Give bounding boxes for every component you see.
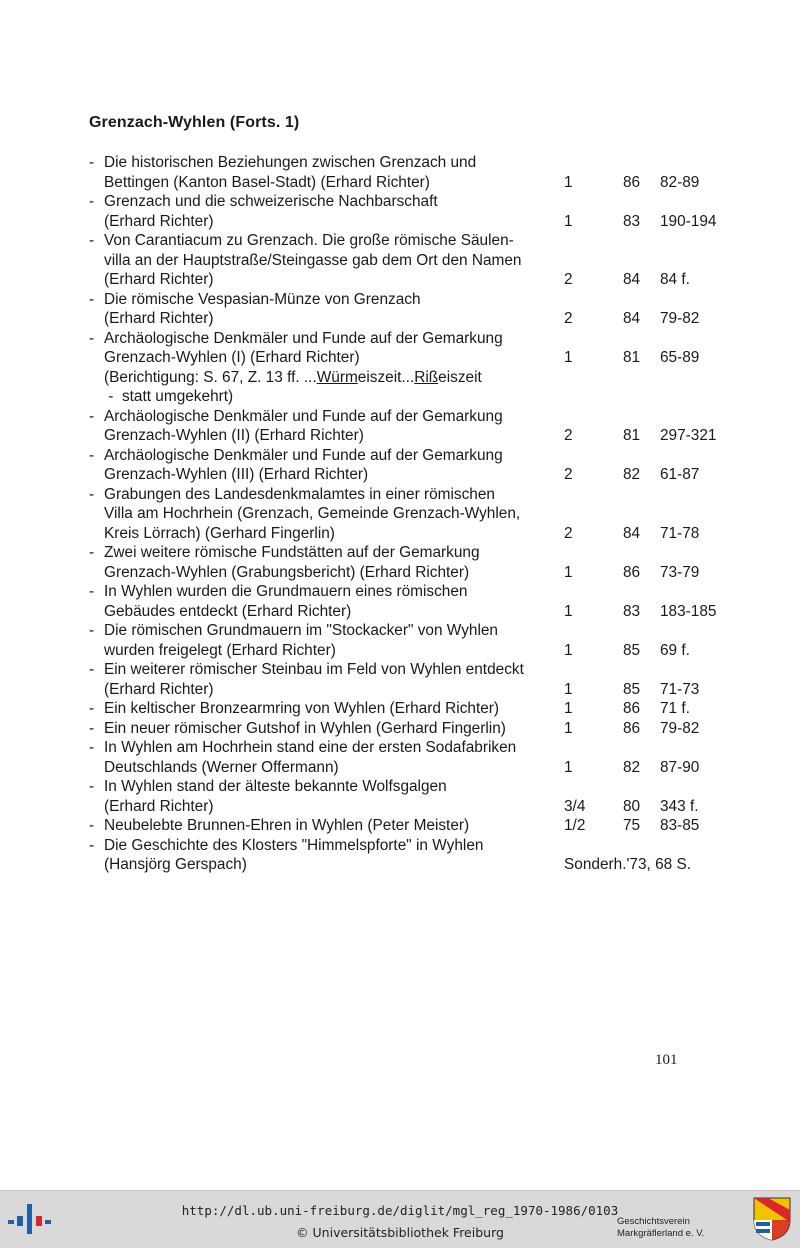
list-dash: - — [89, 446, 95, 464]
entry-year: 81 — [623, 427, 641, 444]
entry-title: Die Geschichte des Klosters "Himmelspforte" in Wyhlen — [104, 836, 484, 854]
entry-year: 85 — [623, 641, 641, 659]
society-line-2: Markgräflerland e. V. — [617, 1228, 705, 1239]
entry-line — [0, 348, 800, 368]
underlined-term: Riß — [414, 368, 439, 386]
entry-line — [0, 329, 800, 349]
entry-line — [0, 680, 800, 700]
entry-heft: 1 — [564, 212, 573, 230]
entry-line — [0, 212, 800, 232]
entry-heft: 2 — [564, 310, 573, 327]
entry-pages: 343 f. — [660, 797, 699, 815]
entry-line — [0, 309, 800, 329]
entry-title: In Wyhlen stand der älteste bekannte Wolfsgalgen — [104, 778, 447, 795]
entry-line — [0, 699, 800, 719]
entry-year: 86 — [623, 719, 641, 737]
list-dash: - — [89, 778, 95, 795]
entry-pages: 83-85 — [660, 817, 700, 834]
entry-pages: 71-78 — [660, 524, 700, 542]
entry-heft: 1 — [564, 641, 573, 659]
section-heading: Grenzach-Wyhlen (Forts. 1) — [89, 114, 300, 131]
entry-line — [0, 173, 800, 193]
entry-title: Die historischen Beziehungen zwischen Grenzach und — [104, 154, 477, 171]
entry-line — [0, 738, 800, 758]
entry-pages: 71-73 — [660, 680, 700, 698]
entry-line — [0, 797, 800, 817]
correction-text — [104, 368, 482, 388]
list-dash: - — [89, 154, 95, 171]
entry-line — [0, 290, 800, 310]
entry-title: Die römische Vespasian-Münze von Grenzach — [104, 290, 421, 308]
entry-line — [0, 485, 800, 505]
entry-title: Ein keltischer Bronzearmring von Wyhlen (Erhard Richter) — [104, 700, 500, 717]
entry-pages: 297-321 — [660, 427, 717, 444]
entry-year: 80 — [623, 797, 641, 815]
entry-year: 75 — [623, 817, 641, 834]
entry-title: (Erhard Richter) — [104, 271, 214, 288]
entry-line — [0, 446, 800, 466]
permalink-url[interactable]: http://dl.ub.uni-freiburg.de/diglit/mgl_reg_1970-1986/0103 — [181, 1203, 619, 1218]
entry-pages: 79-82 — [660, 310, 700, 327]
entry-heft: 2 — [564, 427, 573, 444]
entry-heft: 1 — [564, 758, 573, 776]
list-dash: - — [89, 719, 95, 737]
entry-title: Grenzach und die schweizerische Nachbarschaft — [104, 193, 438, 210]
entry-title: Deutschlands (Werner Offermann) — [104, 758, 339, 776]
underlined-term: Würm — [316, 368, 358, 386]
entry-title: Zwei weitere römische Fundstätten auf der Gemarkung — [104, 544, 480, 561]
entry-title: Archäologische Denkmäler und Funde auf der Gemarkung — [104, 329, 503, 347]
viewer-footer — [0, 1190, 800, 1248]
entry-pages: 190-194 — [660, 212, 717, 230]
list-dash: - — [89, 739, 95, 756]
entry-heft: 1 — [564, 563, 573, 581]
entry-title: Ein weiterer römischer Steinbau im Feld von Wyhlen entdeckt — [104, 661, 524, 678]
entry-title: Bettingen (Kanton Basel-Stadt) (Erhard Richter) — [104, 173, 430, 191]
correction-part: eiszeit... — [357, 368, 415, 386]
entry-pages: 79-82 — [660, 719, 700, 737]
entry-year: 84 — [623, 271, 641, 288]
entry-heft: 2 — [564, 271, 573, 288]
entry-line — [0, 524, 800, 544]
entry-year: 81 — [623, 349, 641, 366]
society-line-1: Geschichtsverein — [617, 1216, 690, 1227]
entry-title: Kreis Lörrach) (Gerhard Fingerlin) — [104, 524, 335, 542]
entry-year: 86 — [623, 173, 641, 191]
entry-heft: 1 — [564, 680, 573, 698]
entry-line — [0, 777, 800, 797]
list-dash: - — [89, 836, 95, 854]
entry-year: 85 — [623, 680, 641, 698]
entry-special-ref: Sonderh.'73, 68 S. — [564, 856, 692, 873]
entry-title: (Erhard Richter) — [104, 797, 214, 815]
entry-pages: 73-79 — [660, 563, 700, 581]
entry-title: Grenzach-Wyhlen (III) (Erhard Richter) — [104, 466, 369, 483]
list-dash: - — [89, 290, 95, 308]
entry-line — [0, 270, 800, 290]
page-number: 101 — [655, 1052, 678, 1068]
entry-pages: 65-89 — [660, 349, 700, 366]
entry-year: 82 — [623, 758, 641, 776]
entry-year: 84 — [623, 524, 641, 542]
entry-line — [0, 563, 800, 583]
entry-year: 86 — [623, 563, 641, 581]
entry-line — [0, 465, 800, 485]
entry-title: (Erhard Richter) — [104, 310, 214, 327]
entry-title: In Wyhlen wurden die Grundmauern eines römischen — [104, 583, 468, 600]
entry-line — [0, 543, 800, 563]
entry-title: Von Carantiacum zu Grenzach. Die große römische Säulen- — [104, 232, 514, 249]
list-dash: - — [89, 193, 95, 210]
list-dash: - — [89, 485, 95, 503]
entry-line — [0, 504, 800, 524]
entry-title: Ein neuer römischer Gutshof in Wyhlen (Gerhard Fingerlin) — [104, 719, 506, 737]
entry-line — [0, 582, 800, 602]
entry-heft: 3/4 — [564, 797, 586, 815]
entry-line — [0, 641, 800, 661]
entry-title: Archäologische Denkmäler und Funde auf der Gemarkung — [104, 407, 503, 425]
coat-of-arms-icon[interactable] — [752, 1196, 792, 1242]
entry-line — [0, 660, 800, 680]
entry-heft: 1 — [564, 602, 573, 620]
list-dash: - — [89, 329, 95, 347]
copyright-notice: © Universitätsbibliothek Freiburg — [296, 1225, 504, 1240]
entry-line — [0, 816, 800, 836]
entry-heft: 1 — [564, 700, 573, 717]
entry-pages: 69 f. — [660, 641, 690, 659]
entry-line — [0, 153, 800, 173]
entry-heft: 1 — [564, 719, 573, 737]
entry-pages: 82-89 — [660, 173, 700, 191]
list-dash: - — [89, 232, 95, 249]
entry-title: Neubelebte Brunnen-Ehren in Wyhlen (Peter Meister) — [104, 817, 470, 834]
entry-line — [0, 231, 800, 251]
entry-line — [0, 426, 800, 446]
entry-title: Archäologische Denkmäler und Funde auf der Gemarkung — [104, 446, 503, 464]
entry-title: (Hansjörg Gerspach) — [104, 856, 247, 873]
entry-title: (Erhard Richter) — [104, 680, 214, 698]
list-dash: - — [89, 544, 95, 561]
list-dash: - — [89, 817, 95, 834]
entry-year: 82 — [623, 466, 641, 483]
entry-heft: 2 — [564, 466, 573, 483]
entry-line — [0, 621, 800, 641]
entry-heft: 1/2 — [564, 817, 586, 834]
entry-year: 83 — [623, 212, 641, 230]
entry-title: In Wyhlen am Hochrhein stand eine der ersten Sodafabriken — [104, 739, 517, 756]
correction-part: (Berichtigung: S. 67, Z. 13 ff. ... — [104, 368, 317, 386]
entry-heft: 1 — [564, 173, 573, 191]
entry-line — [0, 855, 800, 875]
entry-line — [0, 192, 800, 212]
correction-part: eiszeit — [438, 368, 482, 386]
society-name — [617, 1216, 704, 1240]
entry-line — [0, 602, 800, 622]
entry-line — [0, 407, 800, 427]
entry-year: 86 — [623, 700, 641, 717]
entry-heft: 1 — [564, 349, 573, 366]
entry-line — [0, 758, 800, 778]
entry-pages: 71 f. — [660, 700, 690, 717]
correction-note — [0, 368, 800, 388]
bibliography-list — [0, 153, 800, 875]
entry-pages: 183-185 — [660, 602, 717, 620]
entry-heft: 2 — [564, 524, 573, 542]
entry-year: 84 — [623, 310, 641, 327]
entry-pages: 61-87 — [660, 466, 700, 483]
entry-title: Grabungen des Landesdenkmalamtes in einer römischen — [104, 485, 495, 503]
entry-title: (Erhard Richter) — [104, 212, 214, 230]
entry-title: villa an der Hauptstraße/Steingasse gab dem Ort den Namen — [104, 251, 522, 269]
list-dash: - — [89, 661, 95, 678]
entry-line — [0, 719, 800, 739]
entry-pages: 84 f. — [660, 271, 690, 288]
list-dash: - — [89, 622, 95, 639]
entry-title: Villa am Hochrhein (Grenzach, Gemeinde Grenzach-Wyhlen, — [104, 505, 521, 522]
entry-title: wurden freigelegt (Erhard Richter) — [104, 641, 336, 659]
correction-note — [0, 387, 800, 407]
correction-text: - statt umgekehrt) — [104, 388, 234, 405]
entry-title: Grenzach-Wyhlen (I) (Erhard Richter) — [104, 349, 360, 366]
entry-title: Grenzach-Wyhlen (II) (Erhard Richter) — [104, 427, 364, 444]
entry-pages: 87-90 — [660, 758, 700, 776]
entry-title: Gebäudes entdeckt (Erhard Richter) — [104, 602, 352, 620]
entry-line — [0, 836, 800, 856]
list-dash: - — [89, 407, 95, 425]
entry-title: Grenzach-Wyhlen (Grabungsbericht) (Erhard Richter) — [104, 563, 470, 581]
list-dash: - — [89, 700, 95, 717]
entry-line — [0, 251, 800, 271]
entry-year: 83 — [623, 602, 641, 620]
list-dash: - — [89, 583, 95, 600]
entry-title: Die römischen Grundmauern im "Stockacker" von Wyhlen — [104, 622, 498, 639]
